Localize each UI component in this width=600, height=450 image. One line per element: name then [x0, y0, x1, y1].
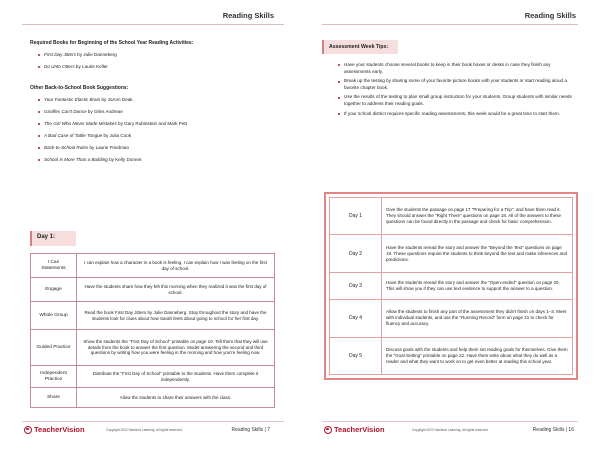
assessment-week-box [324, 192, 578, 380]
other-books-heading: Other Back-to-School Book Suggestions: [30, 85, 129, 91]
teachervision-logo-icon [324, 426, 332, 434]
table-row [31, 366, 275, 388]
row-text: Show the students the "First Day of School" printable on page 10. Tell them that they will use details from the book to answer the first question. Model answering the second and third questions by writing how you were feeling in the morning and how you're feeling now. [77, 330, 275, 366]
other-books-list [38, 97, 278, 169]
page-header-title: Reading Skills [222, 11, 274, 20]
row-label: Day 3 [330, 272, 382, 300]
row-text: Distribute the "First Day of School" printable to the students. Have them complete it independently. [77, 366, 275, 388]
assessment-tips-tag: Assessment Week Tips: [322, 40, 398, 54]
row-label: Share [31, 388, 77, 408]
row-text: Read the book First Day Jitters by Julie Danneberg. Stop throughout the story and have the students look for clues about how Sarah feels about going to school for her first day. [77, 302, 275, 330]
row-text: I can explain how a character in a book is feeling. I can explain how I was feeling on the first day of school. [77, 254, 275, 278]
list-item: A Bad Case of Tattle Tongue by Julia Cook [38, 133, 278, 139]
row-label: Day 1 [330, 198, 382, 235]
table-row [31, 388, 275, 408]
required-books-heading: Required Books for Beginning of the School Year Reading Activities: [30, 40, 194, 46]
row-text: Have the students reread the story and answer the "Open-ended" question on page 20. This will show you if they can use text evidence to support the answer to a question. [382, 272, 573, 300]
day1-tag: Day 1: [30, 231, 76, 246]
row-label: Guided Practice [31, 330, 77, 366]
copyright-text: Copyright 2022 Sandbox Learning. All rights reserved. [412, 428, 489, 432]
list-item: Use the results of the testing to plan small group instruction for your students. Group students with similar needs together to address their reading goals. [338, 94, 576, 107]
list-item: If your school district requires specific reading assessments, this week would be a great time to start them. [338, 111, 576, 118]
row-text: Allow the students to share their answers with the class. [77, 388, 275, 408]
list-item: Back-to-School Rules by Laurie Friedman [38, 145, 278, 151]
brand-name: TeacherVision [34, 425, 85, 434]
table-row [31, 278, 275, 302]
list-item: The Girl Who Never Made Mistakes by Gary Rubinstein and Mark Pett [38, 121, 278, 127]
header-divider [22, 24, 284, 25]
table-row [330, 337, 573, 374]
page-header-title: Reading Skills [524, 11, 576, 20]
row-label: Whole Group [31, 302, 77, 330]
teachervision-logo-icon [24, 426, 32, 434]
table-row [330, 272, 573, 300]
row-text: Have the students reread the story and answer the "Beyond the Text" questions on page 19. These questions require the students to think beyond the text and make inferences and predictions. [382, 235, 573, 272]
row-label: I Can Statements [31, 254, 77, 278]
brand-name: TeacherVision [334, 425, 385, 434]
row-label: Independent Practice [31, 366, 77, 388]
list-item: School Is More Than a Building by Kelly Donner. [38, 157, 278, 163]
list-item: First Day Jitters by Julie Danneberg [38, 52, 278, 58]
list-item: Do Unto Otters by Laurie Keller [38, 64, 278, 70]
row-text: Discuss goals with the students and help them set reading goals for themselves. Give them the "Goal-Setting" printable on page 22. Have them write about what they do well as a reader and what they want to work on to get even better at reading this school year. [382, 337, 573, 374]
table-row [330, 198, 573, 235]
footer-divider [322, 421, 578, 422]
teachervision-logo[interactable] [24, 425, 85, 434]
row-text: Allow the students to finish any part of the assessment they didn't finish on days 1–3. Meet with individual students, and use the "Running Record" form on page 21 to check for fluency and accuracy. [382, 300, 573, 337]
table-row [330, 235, 573, 272]
page-number: Reading Skills | 7 [231, 427, 270, 433]
assessment-tips-list [338, 62, 576, 120]
row-label: Day 4 [330, 300, 382, 337]
table-row [330, 300, 573, 337]
table-row [31, 254, 275, 278]
header-divider [322, 24, 578, 25]
page-number: Reading Skills | 16 [532, 427, 574, 433]
row-label: Day 2 [330, 235, 382, 272]
day1-plan-table [30, 253, 275, 408]
row-label: Day 5 [330, 337, 382, 374]
list-item: Have your students choose several books to keep in their book boxes or desks in case they finish any assessments early. [338, 62, 576, 75]
footer-divider [22, 421, 284, 422]
row-text: Give the students the passage on page 17 "Preparing for a Trip", and have them read it. They should answer the "Right There" questions on page 18. All of the answers to these questions can be found directly in the passage and check for basic comprehension. [382, 198, 573, 235]
list-item: Your Fantastic Elastic Brain by JoAnn Deak [38, 97, 278, 103]
list-item: Giraffes Can't Dance by Giles Andreae [38, 109, 278, 115]
row-text: Have the students share how they felt this morning when they realized it was the first day of school. [77, 278, 275, 302]
required-books-list [38, 52, 278, 76]
table-row [31, 330, 275, 366]
list-item: Break up the testing by sharing some of your favorite picture books with your students or start reading aloud a favorite chapter book. [338, 78, 576, 91]
row-label: Engage [31, 278, 77, 302]
assessment-week-table [329, 197, 573, 375]
teachervision-logo[interactable] [324, 425, 385, 434]
copyright-text: Copyright 2022 Sandbox Learning. All rights reserved. [106, 428, 183, 432]
table-row [31, 302, 275, 330]
